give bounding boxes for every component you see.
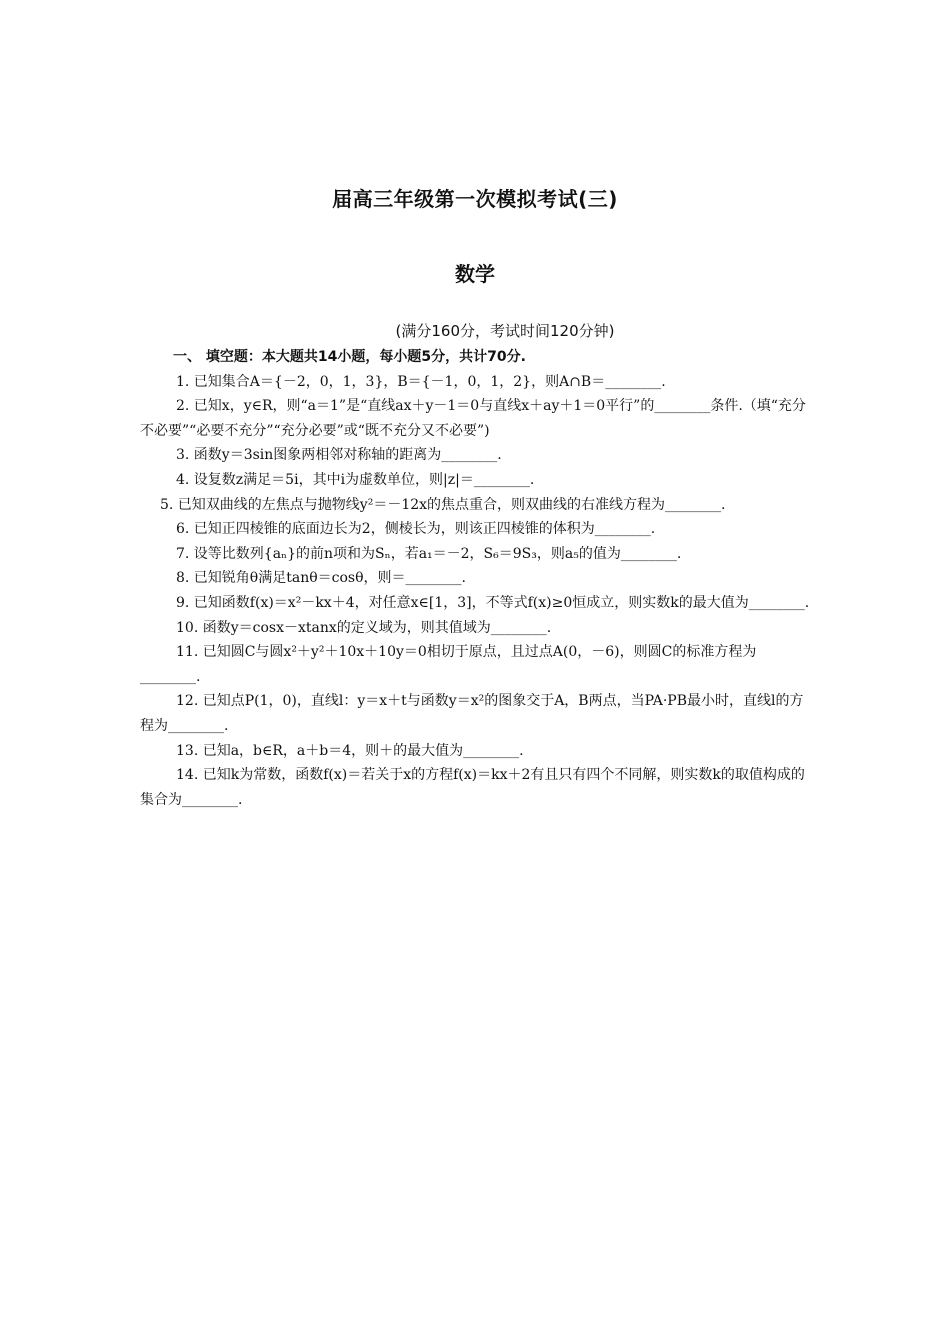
question-item: 13. 已知a，b∈R，a＋b＝4，则＋的最大值为________.: [176, 742, 524, 759]
exam-title: 届高三年级第一次模拟考试(三): [332, 187, 618, 211]
question-list: [140, 345, 812, 812]
question-item: 10. 函数y＝cosx－xtanx的定义域为，则其值域为________.: [176, 619, 552, 636]
question-item: 9. 已知函数f(x)＝x²－kx＋4，对任意x∈[1，3]，不等式f(x)≥0恒成立，则实数k的最大值为________.: [176, 594, 810, 611]
question-item: 5. 已知双曲线的左焦点与抛物线y²＝－12x的焦点重合，则双曲线的右准线方程为________.: [160, 496, 726, 513]
subject-heading: 数学: [455, 262, 495, 286]
question-item: 6. 已知正四棱锥的底面边长为2，侧棱长为，则该正四棱锥的体积为________.: [176, 521, 656, 538]
question-item: 12. 已知点P(1，0)，直线l：y＝x＋t与函数y＝x²的图象交于A，B两点，当PA·PB最小时，直线l的方程为________.: [140, 693, 804, 734]
question-item: 3. 函数y＝3sin图象两相邻对称轴的距离为________.: [176, 447, 502, 464]
question-item: 4. 设复数z满足＝5i，其中i为虚数单位，则|z|＝________.: [176, 471, 535, 488]
exam-meta: (满分160分，考试时间120分钟): [395, 322, 615, 340]
question-item: 8. 已知锐角θ满足tanθ＝cosθ，则＝________.: [176, 570, 466, 587]
question-item: 2. 已知x，y∈R，则“a＝1”是“直线ax＋y－1＝0与直线x＋ay＋1＝0平行”的________条件.（填“充分不必要”“必要不充分”“充分必要”或“既不充分又不必要”): [140, 398, 806, 439]
section-heading: 一、 填空题：本大题共14小题，每小题5分，共计70分.: [173, 349, 526, 365]
question-item: 11. 已知圆C与圆x²＋y²＋10x＋10y＝0相切于原点，且过点A(0，－6)，则圆C的标准方程为________.: [140, 644, 757, 685]
question-item: 7. 设等比数列{aₙ}的前n项和为Sₙ，若a₁＝－2，S₆＝9S₃，则a₅的值为________.: [176, 545, 682, 562]
question-item: 1. 已知集合A＝{－2，0，1，3}，B＝{－1，0，1，2}，则A∩B＝________.: [176, 373, 666, 390]
question-item: 14. 已知k为常数，函数f(x)＝若关于x的方程f(x)＝kx＋2有且只有四个不同解，则实数k的取值构成的集合为________.: [140, 767, 805, 808]
